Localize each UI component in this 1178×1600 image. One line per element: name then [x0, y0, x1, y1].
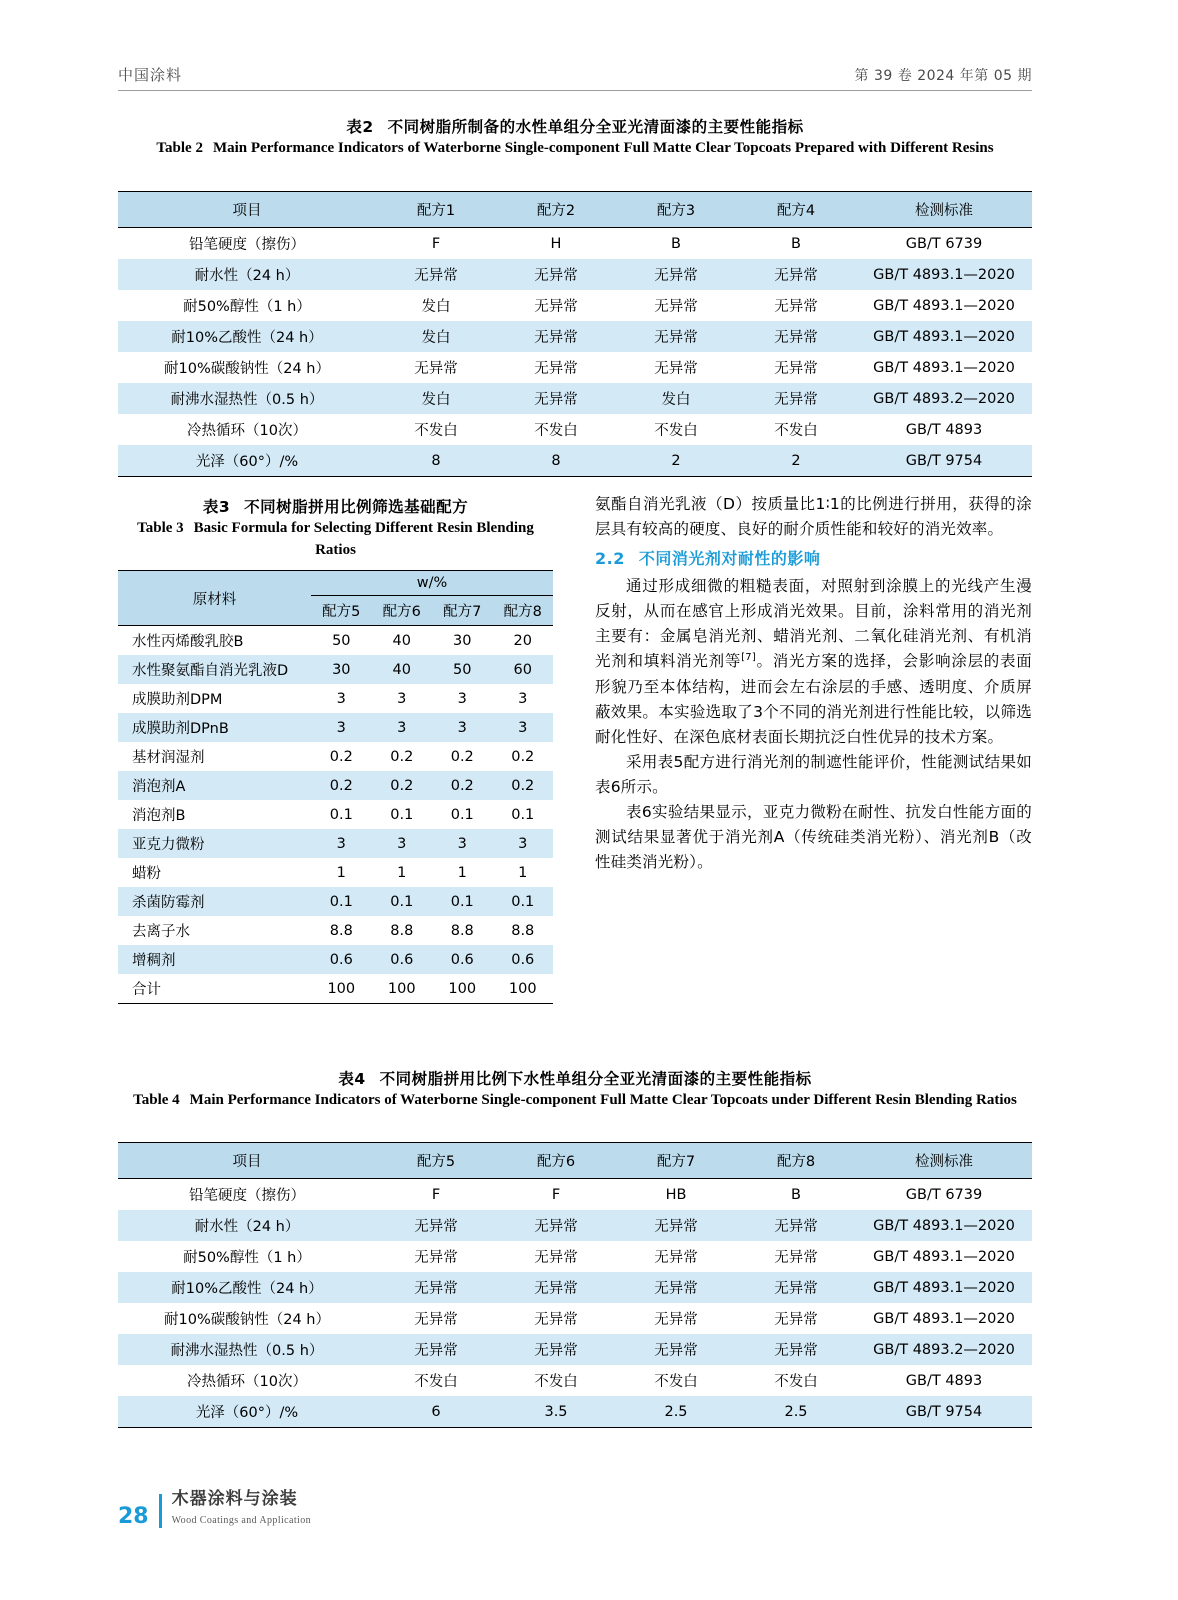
table-row: [118, 352, 1032, 383]
table-row: [118, 321, 1032, 352]
cell: 2.5: [616, 1396, 736, 1428]
cell: 8.8: [432, 916, 492, 945]
table2-body: [118, 228, 1032, 477]
section-heading-2-2: [595, 546, 1032, 572]
table4-col-5: 检测标准: [856, 1143, 1032, 1179]
table-row: [118, 1241, 1032, 1272]
cell: 冷热循环（10次）: [118, 414, 376, 445]
table-row: [118, 684, 553, 713]
cell: 0.1: [493, 800, 554, 829]
cell: 水性丙烯酸乳胶B: [118, 626, 311, 656]
cell: 0.2: [493, 742, 554, 771]
table2-header-row: [118, 192, 1032, 228]
cell: 铅笔硬度（擦伤）: [118, 1179, 376, 1211]
cell: 0.2: [493, 771, 554, 800]
cell: 消泡剂A: [118, 771, 311, 800]
cell: 无异常: [496, 1210, 616, 1241]
cell: GB/T 6739: [856, 228, 1032, 260]
table4-label-en: Table 4: [133, 1092, 180, 1109]
cell: 0.6: [372, 945, 432, 974]
cell: HB: [616, 1179, 736, 1211]
cell: 0.1: [311, 887, 371, 916]
table-row: [118, 445, 1032, 477]
table-row: [118, 771, 553, 800]
footer-section-en: Wood Coatings and Application: [171, 1514, 312, 1526]
table-row: [118, 1334, 1032, 1365]
cell: 无异常: [736, 1334, 856, 1365]
page-header: [118, 64, 1032, 85]
cell: B: [616, 228, 736, 260]
table2-title-en: Main Performance Indicators of Waterborne Single-component Full Matte Clear Topcoats Prepared with Different Resins: [212, 140, 994, 157]
cell: 不发白: [496, 1365, 616, 1396]
cell: 无异常: [376, 259, 496, 290]
table2-title-cn: 不同树脂所制备的水性单组分全亚光清面漆的主要性能指标: [387, 118, 804, 136]
footer-divider-bar: [159, 1494, 162, 1528]
table4-title-en: Main Performance Indicators of Waterborne Single-component Full Matte Clear Topcoats under Different Resin Blending Ratios: [189, 1092, 1017, 1109]
cell: 无异常: [616, 352, 736, 383]
cell: 成膜助剂DPM: [118, 684, 311, 713]
cell: 合计: [118, 974, 311, 1004]
cell: 消泡剂B: [118, 800, 311, 829]
table-row: [118, 974, 553, 1004]
footer-section: [172, 1490, 311, 1528]
issue-info: 第 39 卷 2024 年第 05 期: [854, 68, 1032, 84]
paragraph-3: 采用表5配方进行消光剂的制遮性能评价，性能测试结果如表6所示。: [595, 752, 1032, 796]
cell: 3: [432, 713, 492, 742]
table2: [118, 191, 1032, 477]
cell: 3: [311, 684, 371, 713]
cell: 100: [432, 974, 492, 1004]
cell: 铅笔硬度（擦伤）: [118, 228, 376, 260]
cell: 不发白: [616, 1365, 736, 1396]
cell: 发白: [376, 383, 496, 414]
cell: 无异常: [496, 1334, 616, 1365]
cell: GB/T 4893.1—2020: [856, 1241, 1032, 1272]
table4-wrapper: [118, 1142, 1032, 1428]
cell: 无异常: [736, 1303, 856, 1334]
cell: 无异常: [736, 290, 856, 321]
table-row: [118, 290, 1032, 321]
table3-col-3: 配方8: [493, 596, 554, 626]
cell: 无异常: [496, 259, 616, 290]
paragraph-2-part-a: 通过形成细微的粗糙表面，对照射到涂膜上的光线产生漫反射，从而在感官上形成消光效果。目前，涂料常用的消光剂主要有：金属皂消光剂、蜡消光剂、二氧化硅消光剂、有机消光剂和填料消光剂等: [595, 577, 1032, 671]
table-row: [118, 626, 553, 656]
cell: 3: [311, 713, 371, 742]
cell: GB/T 4893.1—2020: [856, 259, 1032, 290]
cell: 发白: [616, 383, 736, 414]
cell: 发白: [376, 321, 496, 352]
cell: 耐50%醇性（1 h）: [118, 1241, 376, 1272]
table2-label-cn: 表2: [346, 118, 374, 136]
table-row: [118, 259, 1032, 290]
paragraph-4: 表6实验结果显示，亚克力微粉在耐性、抗发白性能方面的测试结果显著优于消光剂A（传统硅类消光粉）、消光剂B（改性硅类消光粉）。: [595, 803, 1032, 872]
cell: 无异常: [496, 383, 616, 414]
cell: 8: [376, 445, 496, 477]
cell: 3: [493, 829, 554, 858]
table2-wrapper: [118, 191, 1032, 477]
cell: 蜡粉: [118, 858, 311, 887]
cell: 3: [432, 829, 492, 858]
cell: 耐50%醇性（1 h）: [118, 290, 376, 321]
cell: 0.1: [432, 887, 492, 916]
cell: F: [376, 1179, 496, 1211]
cell: 50: [432, 655, 492, 684]
cell: 0.1: [493, 887, 554, 916]
cell: 无异常: [376, 1210, 496, 1241]
cell: 20: [493, 626, 554, 656]
cell: 0.2: [432, 742, 492, 771]
paragraph-2-part-b: 。消光方案的选择，会影响涂层的表面形貌乃至本体结构，进而会左右涂层的手感、透明度、介质屏蔽效果。本实验选取了3个不同的消光剂进行性能比较，以筛选耐化性好、在深色底材表面长期抗泛白性优异的技术方案。: [595, 652, 1032, 746]
cell: GB/T 4893.1—2020: [856, 1210, 1032, 1241]
cell: 50: [311, 626, 371, 656]
cell: 0.2: [432, 771, 492, 800]
table4-header-row: [118, 1143, 1032, 1179]
cell: 6: [376, 1396, 496, 1428]
table4-col-2: 配方6: [496, 1143, 616, 1179]
footer-section-cn: 木器涂料与涂装: [171, 1489, 298, 1509]
cell: 无异常: [616, 1303, 736, 1334]
cell: 100: [493, 974, 554, 1004]
cell: 无异常: [616, 259, 736, 290]
table-row: [118, 655, 553, 684]
table4-label-cn: 表4: [338, 1070, 366, 1088]
cell: 100: [311, 974, 371, 1004]
table-row: [118, 414, 1032, 445]
cell: 光泽（60°）/%: [118, 445, 376, 477]
cell: 0.6: [432, 945, 492, 974]
table2-col-1: 配方1: [376, 192, 496, 228]
cell: 不发白: [496, 414, 616, 445]
cell: 无异常: [616, 1241, 736, 1272]
table3-caption: [118, 496, 553, 562]
cell: 耐10%乙酸性（24 h）: [118, 321, 376, 352]
table-row: [118, 228, 1032, 260]
cell: 不发白: [376, 414, 496, 445]
cell: 0.2: [311, 771, 371, 800]
cell: 成膜助剂DPnB: [118, 713, 311, 742]
table3-label-cn: 表3: [202, 498, 231, 516]
table3-col-group: w/%: [311, 571, 553, 596]
cell: 不发白: [376, 1365, 496, 1396]
cell: 8.8: [493, 916, 554, 945]
cell: 耐10%碳酸钠性（24 h）: [118, 1303, 376, 1334]
journal-name: 中国涂料: [118, 66, 183, 84]
cell: GB/T 4893.1—2020: [856, 321, 1032, 352]
cell: 不发白: [616, 414, 736, 445]
cell: GB/T 4893.1—2020: [856, 290, 1032, 321]
cell: B: [736, 1179, 856, 1211]
table-row: [118, 945, 553, 974]
cell: GB/T 4893: [856, 1365, 1032, 1396]
cell: B: [736, 228, 856, 260]
table-row: [118, 887, 553, 916]
table4-body: [118, 1179, 1032, 1428]
table2-caption: [118, 116, 1032, 160]
cell: GB/T 4893.1—2020: [856, 352, 1032, 383]
table2-col-4: 配方4: [736, 192, 856, 228]
table-row: [118, 1272, 1032, 1303]
cell: GB/T 9754: [856, 445, 1032, 477]
table3-label-en: Table 3: [137, 520, 184, 537]
table4-col-0: 项目: [118, 1143, 376, 1179]
cell: 耐沸水湿热性（0.5 h）: [118, 1334, 376, 1365]
table-row: [118, 829, 553, 858]
cell: 增稠剂: [118, 945, 311, 974]
cell: 亚克力微粉: [118, 829, 311, 858]
cell: 2.5: [736, 1396, 856, 1428]
cell: 无异常: [376, 1303, 496, 1334]
paragraph-1: 氨酯自消光乳液（D）按质量比1∶1的比例进行拼用，获得的涂层具有较高的硬度、良好的耐介质性能和较好的消光效率。: [595, 495, 1032, 539]
page-number: 28: [118, 1503, 149, 1529]
cell: 基材润湿剂: [118, 742, 311, 771]
cell: GB/T 4893.2—2020: [856, 1334, 1032, 1365]
table3-wrapper: [118, 570, 553, 1004]
table-row: [118, 858, 553, 887]
cell: 无异常: [736, 352, 856, 383]
cell: 无异常: [736, 321, 856, 352]
table-row: [118, 916, 553, 945]
cell: 8.8: [372, 916, 432, 945]
cell: 100: [372, 974, 432, 1004]
table-row: [118, 713, 553, 742]
cell: 0.2: [311, 742, 371, 771]
cell: 无异常: [496, 352, 616, 383]
cell: 0.1: [432, 800, 492, 829]
cell: 1: [432, 858, 492, 887]
cell: 杀菌防霉剂: [118, 887, 311, 916]
cell: 0.1: [372, 800, 432, 829]
cell: F: [496, 1179, 616, 1211]
cell: 无异常: [496, 321, 616, 352]
table2-label-en: Table 2: [156, 140, 203, 157]
cell: 0.1: [311, 800, 371, 829]
cell: 无异常: [376, 1241, 496, 1272]
cell: 无异常: [496, 1272, 616, 1303]
table3-col-material: 原材料: [118, 571, 311, 626]
cell: 无异常: [496, 1303, 616, 1334]
cell: GB/T 4893: [856, 414, 1032, 445]
cell: 耐水性（24 h）: [118, 1210, 376, 1241]
table-row: [118, 1179, 1032, 1211]
table3-title-cn: 不同树脂拼用比例筛选基础配方: [244, 498, 469, 516]
table3-col-2: 配方7: [432, 596, 492, 626]
cell: 1: [311, 858, 371, 887]
cell: GB/T 9754: [856, 1396, 1032, 1428]
paragraph-2: [595, 574, 1032, 750]
cell: 无异常: [376, 1272, 496, 1303]
table3-header-row-1: [118, 571, 553, 596]
cell: 3: [372, 684, 432, 713]
cell: 去离子水: [118, 916, 311, 945]
cell: 30: [311, 655, 371, 684]
table-row: [118, 1210, 1032, 1241]
table4-col-1: 配方5: [376, 1143, 496, 1179]
cell: 30: [432, 626, 492, 656]
cell: 无异常: [376, 352, 496, 383]
cell: 2: [736, 445, 856, 477]
cell: 3.5: [496, 1396, 616, 1428]
cell: 1: [493, 858, 554, 887]
table4-caption: [118, 1068, 1032, 1112]
cell: 无异常: [616, 1334, 736, 1365]
cell: 无异常: [616, 1272, 736, 1303]
cell: 光泽（60°）/%: [118, 1396, 376, 1428]
cell: 无异常: [616, 321, 736, 352]
cell: 1: [372, 858, 432, 887]
cell: 不发白: [736, 1365, 856, 1396]
cell: 无异常: [496, 290, 616, 321]
table2-col-0: 项目: [118, 192, 376, 228]
cell: 发白: [376, 290, 496, 321]
table3-col-1: 配方6: [372, 596, 432, 626]
cell: 无异常: [736, 1241, 856, 1272]
table4-title-cn: 不同树脂拼用比例下水性单组分全亚光清面漆的主要性能指标: [379, 1070, 812, 1088]
cell: 0.6: [311, 945, 371, 974]
cell: 无异常: [376, 1334, 496, 1365]
cell: 无异常: [496, 1241, 616, 1272]
cell: H: [496, 228, 616, 260]
cell: 耐10%乙酸性（24 h）: [118, 1272, 376, 1303]
table-row: [118, 800, 553, 829]
cell: 无异常: [616, 1210, 736, 1241]
cell: 2: [616, 445, 736, 477]
table3-col-0: 配方5: [311, 596, 371, 626]
table3-title-en: Basic Formula for Selecting Different Resin Blending Ratios: [193, 520, 534, 559]
table-row: [118, 742, 553, 771]
table4-col-4: 配方8: [736, 1143, 856, 1179]
cell: GB/T 6739: [856, 1179, 1032, 1211]
table2-col-2: 配方2: [496, 192, 616, 228]
cell: 无异常: [736, 259, 856, 290]
cell: GB/T 4893.1—2020: [856, 1272, 1032, 1303]
cell: 40: [372, 626, 432, 656]
table2-col-5: 检测标准: [856, 192, 1032, 228]
cell: 40: [372, 655, 432, 684]
header-divider: [118, 90, 1032, 91]
cell: F: [376, 228, 496, 260]
cell: 无异常: [736, 1210, 856, 1241]
table-row: [118, 1365, 1032, 1396]
cell: 3: [372, 713, 432, 742]
cell: 3: [432, 684, 492, 713]
cell: 无异常: [736, 383, 856, 414]
cell: 水性聚氨酯自消光乳液D: [118, 655, 311, 684]
table3: [118, 570, 553, 1004]
cell: 0.2: [372, 742, 432, 771]
cell: 耐水性（24 h）: [118, 259, 376, 290]
table-row: [118, 1396, 1032, 1428]
section-title: 不同消光剂对耐性的影响: [638, 549, 821, 569]
table-row: [118, 383, 1032, 414]
cell: 8: [496, 445, 616, 477]
cell: GB/T 4893.1—2020: [856, 1303, 1032, 1334]
table4: [118, 1142, 1032, 1428]
page-footer: [118, 1490, 311, 1528]
cell: 3: [311, 829, 371, 858]
cell: 3: [493, 684, 554, 713]
cell: 0.6: [493, 945, 554, 974]
table2-col-3: 配方3: [616, 192, 736, 228]
table-row: [118, 1303, 1032, 1334]
cell: 3: [372, 829, 432, 858]
body-text-column: [595, 492, 1032, 875]
cell: 耐10%碳酸钠性（24 h）: [118, 352, 376, 383]
cell: 0.1: [372, 887, 432, 916]
cell: 不发白: [736, 414, 856, 445]
section-number: 2.2: [595, 549, 625, 569]
cell: 无异常: [616, 290, 736, 321]
cell: 8.8: [311, 916, 371, 945]
table4-col-3: 配方7: [616, 1143, 736, 1179]
cell: 0.2: [372, 771, 432, 800]
cell: 3: [493, 713, 554, 742]
cell: GB/T 4893.2—2020: [856, 383, 1032, 414]
citation-ref: [7]: [741, 652, 756, 664]
cell: 耐沸水湿热性（0.5 h）: [118, 383, 376, 414]
cell: 无异常: [736, 1272, 856, 1303]
cell: 冷热循环（10次）: [118, 1365, 376, 1396]
table3-body: [118, 626, 553, 1004]
cell: 60: [493, 655, 554, 684]
